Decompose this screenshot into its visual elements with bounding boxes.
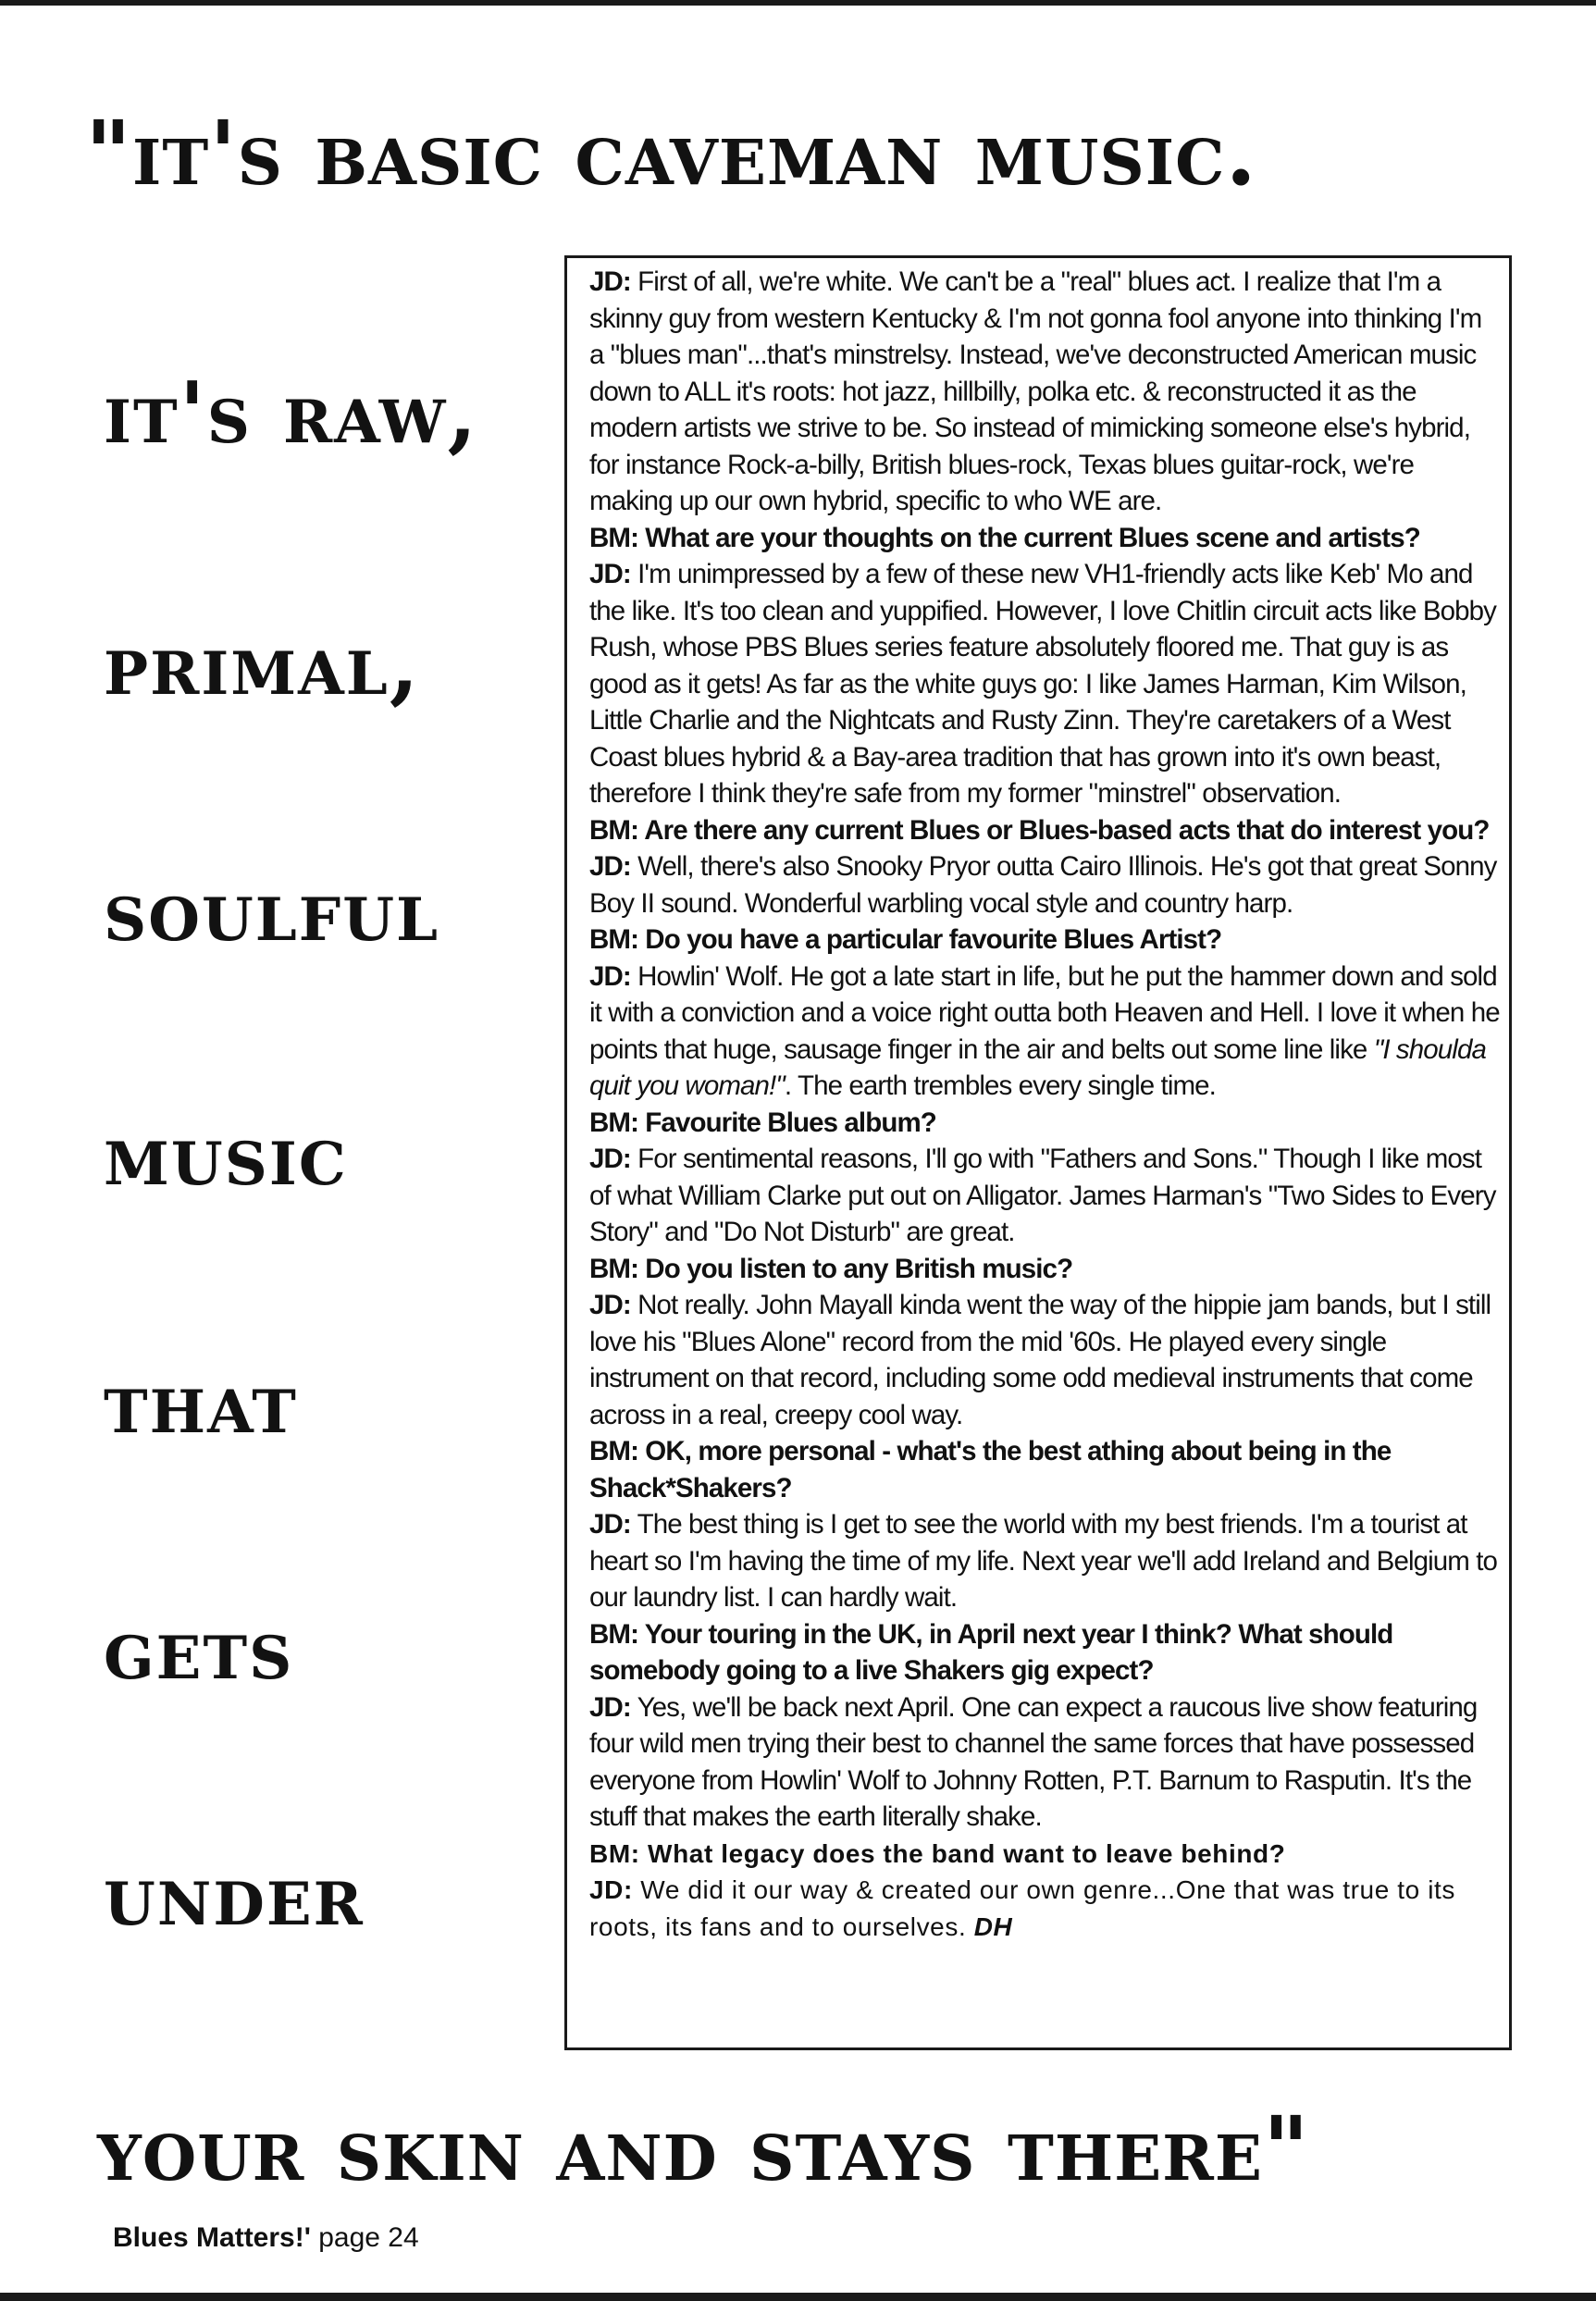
speaker-label: JD:	[589, 1875, 633, 1904]
pull-quote-line: primal,	[104, 614, 421, 714]
pull-quote-line: that	[104, 1353, 298, 1453]
speaker-label: BM:	[589, 522, 639, 553]
interview-question	[589, 1433, 1502, 1506]
page-footer	[113, 2222, 419, 2254]
page-bottom-border	[0, 2293, 1596, 2301]
speaker-label: JD:	[589, 266, 631, 297]
interview-answer	[589, 1141, 1502, 1251]
interview-answer	[589, 556, 1502, 812]
interview-question	[589, 812, 1502, 849]
question-text: Do you have a particular favourite Blues Artist?	[638, 924, 1222, 955]
speaker-label: JD:	[589, 559, 631, 589]
speaker-label: JD:	[589, 960, 631, 992]
answer-text: First of all, we're white. We can't be a "real" blues act. I realize that I'm a skinny guy from western Kentucky & I'm not gonna fool anyone into thinking I'm a "blues man"...that's minstrelsy. Instead, we've deconstructed American music down to ALL it's roots: hot jazz, hillbilly, polka etc. & reconstructed it as the modern artists we strive to be. So instead of mimicking someone else's hybrid, for instance Rock-a-billy, British blues-rock, Texas blues guitar-rock, we're making up our own hybrid, specific to who WE are.	[589, 266, 1482, 516]
pull-quote-line: it's raw,	[104, 363, 479, 463]
interview-answer	[589, 264, 1502, 520]
speaker-label: JD:	[589, 1290, 631, 1320]
interview-answer	[589, 1287, 1502, 1433]
speaker-label: BM:	[589, 1436, 639, 1466]
answer-text: Yes, we'll be back next April. One can expect a raucous live show featuring four wild men trying their best to channel the same forces that have possessed everyone from Howlin' Wolf to Johnny Rotten, P.T. Barnum to Rasputin. It's the stuff that makes the earth literally shake.	[589, 1691, 1478, 1832]
question-text: OK, more personal - what's the best athing about being in the Shack*Shakers?	[589, 1436, 1392, 1503]
speaker-label: JD:	[589, 1144, 631, 1174]
pull-quote-closing: your skin and stays there"	[97, 2097, 1310, 2201]
magazine-name: Blues Matters!'	[113, 2222, 311, 2253]
song-lyric-quote: "I shoulda quit you woman!"	[589, 1033, 1486, 1101]
interview-answer	[589, 1689, 1502, 1836]
answer-text: Howlin' Wolf. He got a late start in life, but he put the hammer down and sold it with a conviction and a voice right outta both Heaven and Hell. I love it when he points that huge, sausage finger in the air and belts out some line like	[589, 960, 1500, 1065]
page-number: page 24	[310, 2222, 419, 2253]
interview-question	[589, 1616, 1502, 1689]
speaker-label: BM:	[589, 1253, 639, 1284]
question-text: Your touring in the UK, in April next year I think? What should somebody going to a live Shakers gig expect?	[589, 1618, 1393, 1686]
interview-answer	[589, 848, 1502, 922]
answer-text: . The earth trembles every single time.	[784, 1070, 1216, 1101]
interview-question	[589, 1105, 1502, 1142]
speaker-label: BM:	[589, 1838, 640, 1868]
pull-quote-line: gets	[104, 1599, 294, 1699]
question-text: What are your thoughts on the current Blues scene and artists?	[638, 522, 1420, 553]
pull-quote-line: music	[104, 1105, 348, 1205]
speaker-label: BM:	[589, 1618, 639, 1650]
speaker-label: BM:	[589, 814, 639, 846]
author-signature: DH	[973, 1911, 1013, 1941]
answer-text: Well, there's also Snooky Pryor outta Cairo Illinois. He's got that great Sonny Boy II sound. Wonderful warbling vocal style and country harp.	[589, 851, 1497, 919]
speaker-label: BM:	[589, 1107, 639, 1138]
pull-quote-line: soulful	[104, 860, 440, 960]
interview-question	[589, 520, 1502, 557]
answer-text: I'm unimpressed by a few of these new VH1-friendly acts like Keb' Mo and the like. It's too clean and yuppified. However, I love Chitlin circuit acts like Bobby Rush, whose PBS Blues series feature absolutely floored me. That guy is as good as it gets! As far as the white guys go: I like James Harman, Kim Wilson, Little Charlie and the Nightcats and Rusty Zinn. They're caretakers of a West Coast blues hybrid & a Bay-area tradition that has grown into it's own beast, therefore I think they're safe from my former "minstrel" observation.	[589, 559, 1497, 809]
interview-answer	[589, 1872, 1502, 1945]
interview-box	[564, 255, 1512, 2050]
speaker-label: BM:	[589, 924, 639, 955]
interview-question	[589, 1251, 1502, 1288]
answer-text: We did it our way & created our own genre...One that was true to its roots, its fans and to ourselves.	[589, 1875, 1456, 1941]
page-top-border	[0, 0, 1596, 6]
question-text: Do you listen to any British music?	[638, 1253, 1073, 1284]
interview-question	[589, 1836, 1502, 1873]
speaker-label: JD:	[589, 1509, 631, 1540]
interview-answer	[589, 1506, 1502, 1616]
pull-quote-line: under	[104, 1845, 365, 1945]
answer-text: For sentimental reasons, I'll go with "Fathers and Sons." Though I like most of what William Clarke put out on Alligator. James Harman's "Two Sides to Every Story" and "Do Not Disturb" are great.	[589, 1144, 1496, 1247]
interview-question	[589, 922, 1502, 959]
answer-text: The best thing is I get to see the world with my best friends. I'm a tourist at heart so I'm having the time of my life. Next year we'll add Ireland and Belgium to our laundry list. I can hardly wait.	[589, 1509, 1498, 1613]
answer-text: Not really. John Mayall kinda went the way of the hippie jam bands, but I still love his "Blues Alone" record from the mid '60s. He played every single instrument on that record, including some odd medieval instruments that come across in a real, creepy cool way.	[589, 1290, 1491, 1430]
speaker-label: JD:	[589, 851, 631, 882]
question-text: Are there any current Blues or Blues-based acts that do interest you?	[638, 814, 1490, 846]
question-text: Favourite Blues album?	[638, 1107, 936, 1138]
speaker-label: JD:	[589, 1691, 631, 1723]
pull-quote-heading: "it's basic caveman music.	[85, 101, 1257, 205]
question-text: What legacy does the band want to leave behind?	[639, 1838, 1286, 1868]
interview-answer	[589, 959, 1502, 1105]
